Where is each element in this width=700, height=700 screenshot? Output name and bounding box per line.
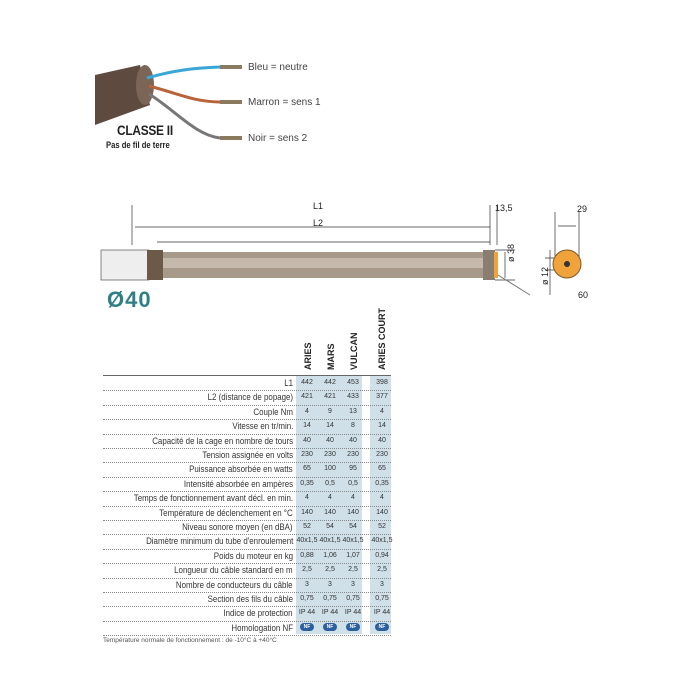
cell-value: 0,35 [300,479,314,487]
cell-value: 0,5 [348,479,358,487]
table-row [103,621,391,636]
cell-value: 140 [376,508,388,516]
cell-value: 230 [301,451,313,458]
wire-label-brown: Marron = sens 1 [248,97,321,108]
wire-label-blue: Bleu = neutre [248,62,308,73]
table-row [103,606,391,621]
nf-logo-icon [296,621,318,635]
col-header-mars: MARS [326,343,336,370]
nf-badge: NF [375,623,389,631]
cell-value: 3 [305,580,309,588]
cell-value: 3 [380,580,384,588]
nf-logo-icon [319,621,341,635]
table-row [103,390,391,405]
nf-badge: NF [300,623,314,631]
cell-value: 0,35 [375,479,389,487]
cell-value: 40 [349,436,357,444]
dim-12: ø 12 [540,266,550,285]
dim-13-5: 13,5 [495,203,513,213]
table-row [103,491,391,506]
cell-value: 40x1,5 [296,537,318,545]
table-row [103,462,391,477]
table-row [103,506,391,521]
cell-value: IP 44 [298,609,316,617]
cell-value: 65 [303,465,311,473]
row-label: Temps de fonctionnement avant décl. en min. [133,493,293,504]
row-label: Niveau sonore moyen (en dBA) [182,522,293,532]
cell-value: 54 [349,523,357,530]
table-row [103,578,391,593]
cell-value: 3 [351,580,355,588]
cell-value: 40x1,5 [371,537,393,545]
row-label: L2 (distance de popage) [207,392,293,403]
table-row [103,434,391,449]
cell-value: 377 [376,393,388,401]
cell-value: 0,75 [346,595,360,602]
table-row [103,477,391,492]
cell-value: 14 [303,422,311,430]
diameter-title: Ø40 [107,287,152,312]
cell-value: 140 [347,508,359,516]
cell-value: 433 [347,393,359,401]
cell-value: 4 [305,407,309,415]
cell-value: 442 [324,379,336,386]
row-label: Tension assignée en volts [202,450,293,460]
cell-value: 398 [376,379,388,386]
table-row [103,419,391,434]
cell-value: 0,94 [375,551,389,559]
dim-l2: L2 [313,218,324,228]
cell-value: 8 [351,422,355,430]
cell-value: 2,5 [325,566,335,574]
cell-value: 1,06 [323,551,337,559]
wire-label-black: Noir = sens 2 [248,133,308,144]
table-row [103,534,391,549]
cell-value: 4 [380,407,384,415]
cell-value: 95 [349,465,357,473]
cell-value: 100 [324,465,336,473]
cell-value: 52 [303,523,311,530]
table-row [103,376,391,391]
dim-29: 29 [577,204,588,214]
classe-sub-label: Pas de fil de terre [106,140,170,150]
row-label: Poids du moteur en kg [213,550,293,561]
cell-value: 54 [326,523,334,530]
row-label: Nombre de conducteurs du câble [176,579,293,590]
nf-badge: NF [323,623,337,631]
cell-value: 0,75 [323,595,337,602]
cell-value: 453 [347,379,359,386]
motor-drawing [95,200,625,305]
cell-value: IP 44 [373,609,391,617]
cell-value: 230 [347,451,359,458]
cell-value: 52 [378,523,386,530]
cell-value: 0,88 [300,551,314,559]
cell-value: 40 [326,436,334,444]
row-label: Couple Nm [253,406,293,417]
nf-logo-icon [342,621,364,635]
cell-value: 40x1,5 [319,537,341,545]
cell-value: 4 [305,494,309,502]
table-row [103,520,391,535]
cell-value: 230 [376,451,388,458]
footnote: Température normale de fonctionnement : de -10°C à +40°C [103,637,277,644]
cell-value: 4 [351,494,355,502]
row-label: Section des fils du câble [207,594,293,604]
cell-value: 421 [324,393,336,401]
cell-value: 65 [378,465,386,473]
dim-60: 60 [578,290,589,300]
cell-value: IP 44 [321,609,339,617]
classe-label: CLASSE II [117,122,173,138]
cell-value: 9 [328,407,332,415]
dim-l1: L1 [313,201,324,211]
dim-38: ø 38 [506,243,516,262]
table-row [103,549,391,564]
cell-value: 2,5 [377,566,387,574]
cell-value: 3 [328,580,332,588]
nf-badge: NF [346,623,360,631]
row-label: Température de déclenchement en °C [159,507,293,518]
cell-value: 230 [324,451,336,458]
table-row [103,563,391,578]
cell-value: 4 [328,494,332,502]
cell-value: 2,5 [302,566,312,574]
col-header-aries: ARIES [303,342,313,370]
cell-value: 0,5 [325,479,335,487]
cell-value: 4 [380,494,384,502]
row-label: L1 [284,378,293,388]
row-label: Longueur du câble standard en m [174,565,293,576]
row-label: Puissance absorbée en watts [189,464,293,475]
row-label: Indice de protection [223,608,293,619]
cell-value: IP 44 [344,609,362,617]
row-label: Diamètre minimum du tube d'enroulement [145,536,293,547]
nf-logo-icon [371,621,393,635]
cell-value: 140 [324,508,336,516]
cell-value: 0,75 [375,595,389,602]
cell-value: 442 [301,379,313,386]
col-header-vulcan: VULCAN [349,332,359,370]
cell-value: 421 [301,393,313,401]
table-row [103,405,391,420]
row-label: Vitesse en tr/min. [231,421,293,432]
cell-value: 13 [349,407,357,415]
col-header-aries-court: ARIES COURT [377,307,387,370]
table-row [103,448,391,463]
row-label: Intensité absorbée en ampères [183,478,293,489]
cell-value: 2,5 [348,566,358,574]
cell-value: 40 [303,436,311,444]
cell-value: 40 [378,436,386,444]
table-row [103,592,391,607]
cell-value: 1,07 [346,551,360,559]
row-label: Homologation NF [231,622,293,633]
cell-value: 140 [301,508,313,516]
cell-value: 0,75 [300,595,314,602]
cell-value: 14 [378,422,386,430]
row-label: Capacité de la cage en nombre de tours [152,435,293,446]
cell-value: 40x1,5 [342,537,364,545]
cell-value: 14 [326,422,334,430]
